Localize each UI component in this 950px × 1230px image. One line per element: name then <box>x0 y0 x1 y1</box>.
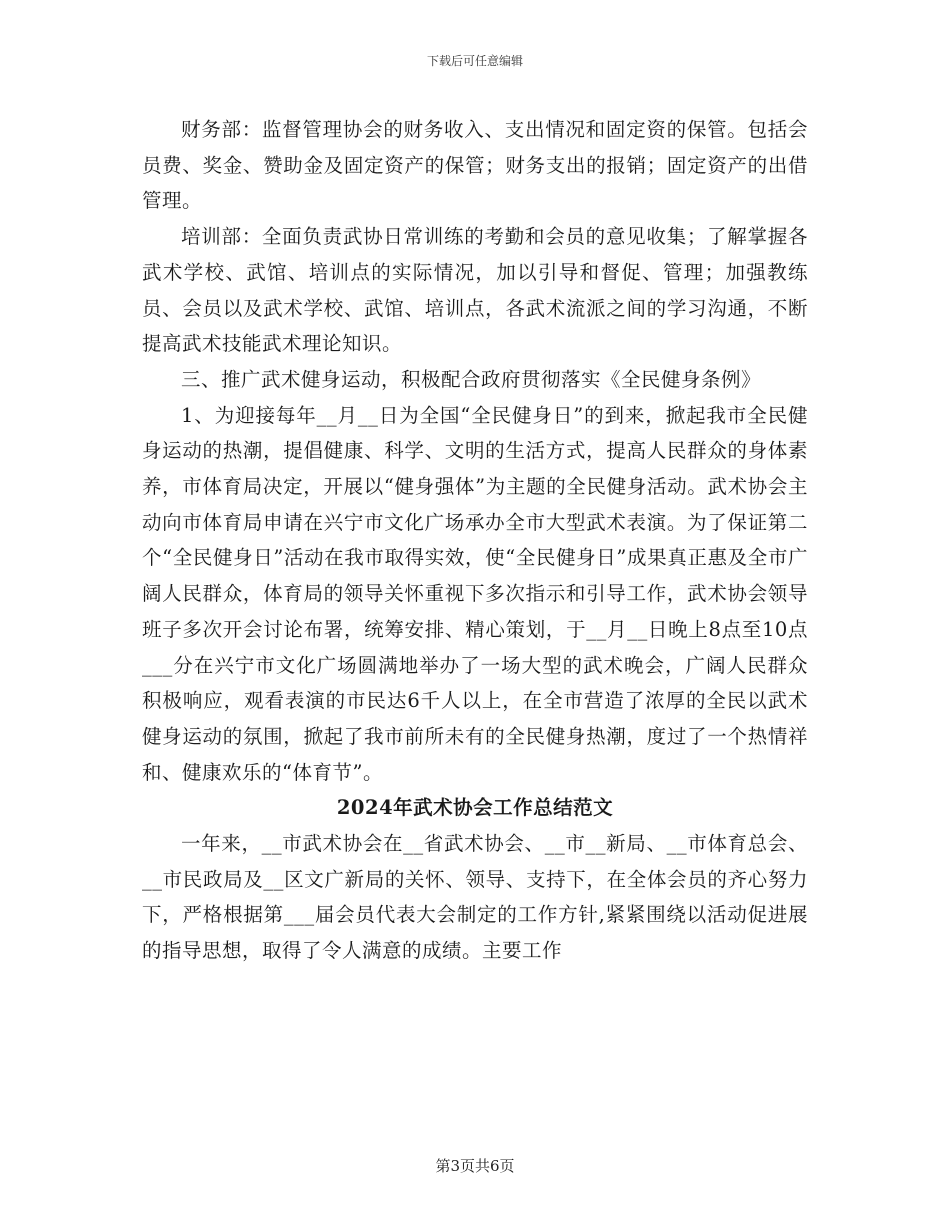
document-body <box>142 112 808 969</box>
paragraph-training-dept: 培训部：全面负责武协日常训练的考勤和会员的意见收集；了解掌握各武术学校、武馆、培训点的实际情况，加以引导和督促、管理；加强教练员、会员以及武术学校、武馆、培训点，各武术流派之间的学习沟通，不断提高武术技能武术理论知识。 <box>142 225 808 356</box>
paragraph-finance-dept: 财务部：监督管理协会的财务收入、支出情况和固定资的保管。包括会员费、奖金、赞助金及固定资产的保管；财务支出的报销；固定资产的出借管理。 <box>142 118 808 213</box>
page-header: 下载后可任意编辑 <box>426 54 523 68</box>
paragraph-fitness-day: 1、为迎接每年__月__日为全国“全民健身日”的到来，掀起我市全民健身运动的热潮，提倡健康、科学、文明的生活方式，提高人民群众的身体素养，市体育局决定，开展以“健身强体”为主题的全民健身活动。武术协会主动向市体育局申请在兴宁市文化广场承办全市大型武术表演。为了保证第二个“全民健身日”活动在我市取得实效，使“全民健身日”成果真正惠及全市广阔人民群众，体育局的领导关怀重视下多次指示和引导工作，武术协会领导班子多次开会讨论布署，统筹安排、精心策划，于__月__日晚上8点至10点___分在兴宁市文化广场圆满地举办了一场大型的武术晚会，广阔人民群众积极响应，观看表演的市民达6千人以上，在全市营造了浓厚的全民以武术健身运动的氛围，掀起了我市前所未有的全民健身热潮，度过了一个热情祥和、健康欢乐的“体育节”。 <box>142 403 808 784</box>
section-title: 2024年武术协会工作总结范文 <box>336 796 614 820</box>
paragraph-summary-intro: 一年来，__市武术协会在__省武术协会、__市__新局、__市体育总会、__市民政局及__区文广新局的关怀、领导、支持下，在全体会员的齐心努力下，严格根据第___届会员代表大会制定的工作方针,紧紧围绕以活动促进展的指导思想，取得了令人满意的成绩。主要工作 <box>142 832 808 963</box>
paragraph-section-three-heading: 三、推广武术健身运动，积极配合政府贯彻落实《全民健身条例》 <box>181 367 762 391</box>
page-footer: 第3页共6页 <box>435 1157 515 1175</box>
